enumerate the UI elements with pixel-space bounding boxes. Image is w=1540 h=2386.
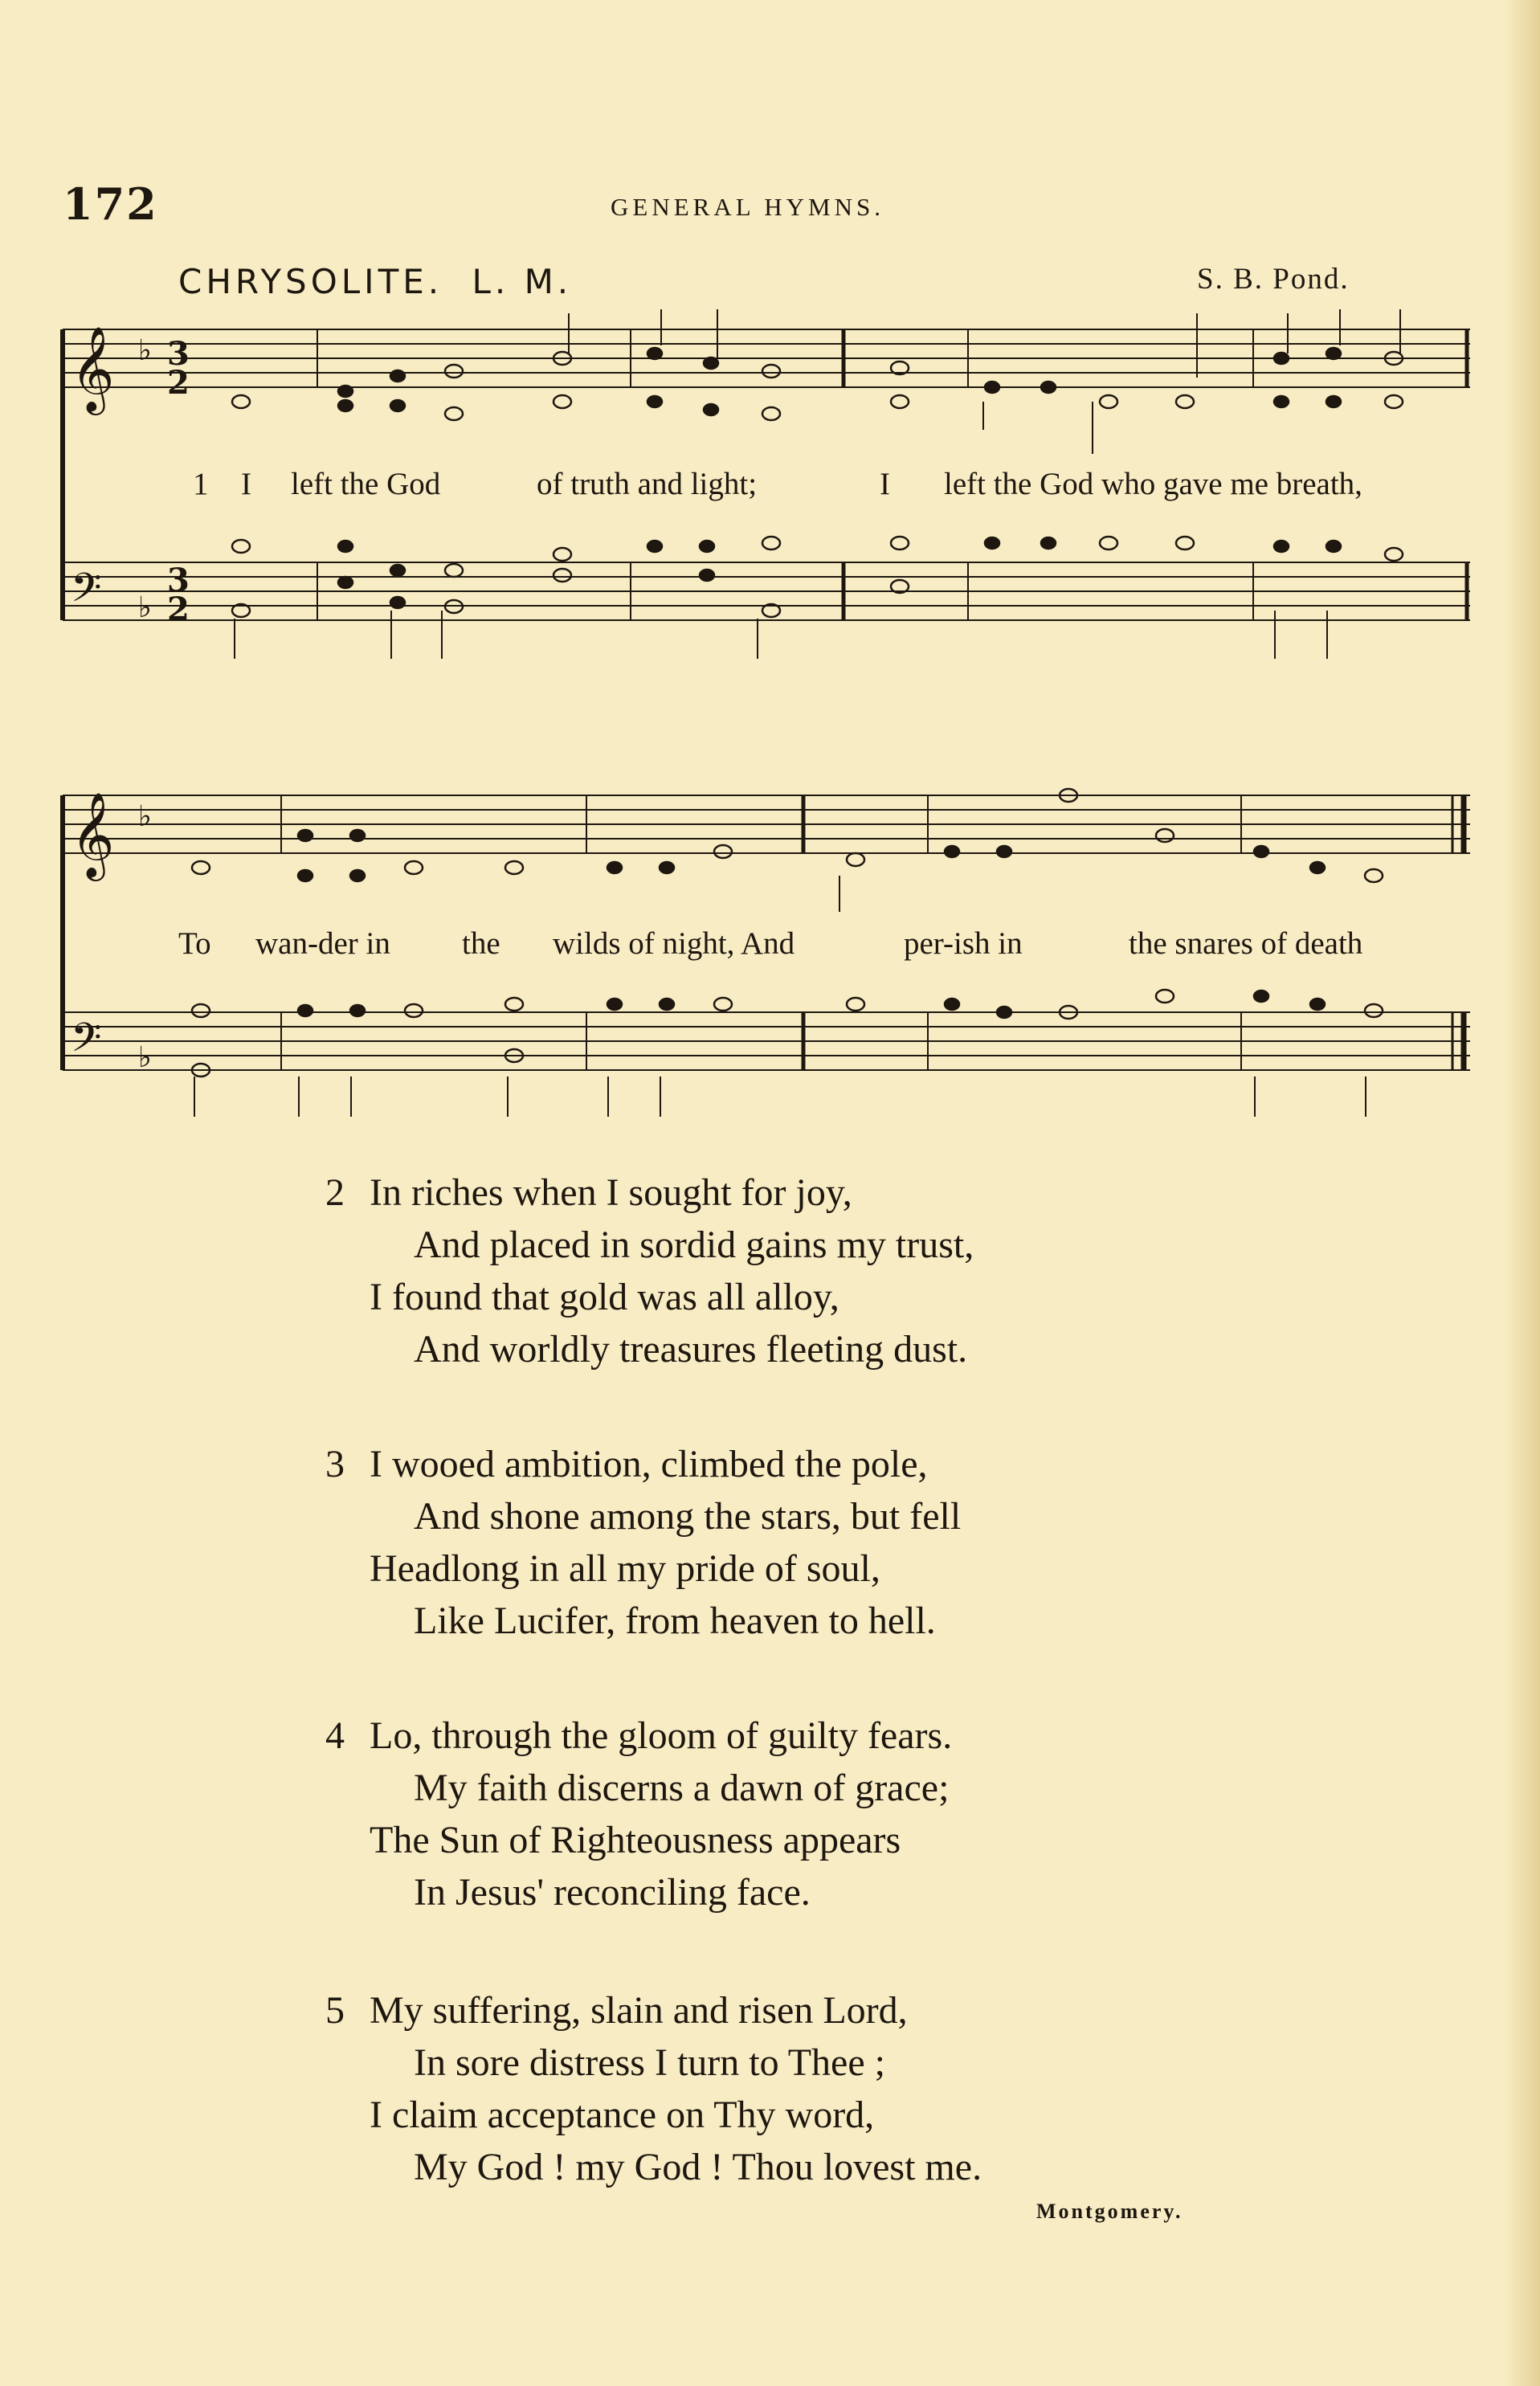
- system1-treble-staff: [63, 329, 1470, 387]
- lyric-syllable: left the God: [291, 467, 441, 501]
- running-head: GENERAL HYMNS.: [611, 193, 884, 221]
- bass-clef-icon: 𝄢: [71, 565, 102, 621]
- verse-line: [325, 2089, 982, 2141]
- lyric-syllable: wilds of night, And: [553, 926, 795, 961]
- verse-line: [325, 1166, 974, 1219]
- lyric-syllable: left the God who gave me breath,: [944, 467, 1362, 501]
- verse-line-text: Lo, through the gloom of guilty fears.: [370, 1714, 953, 1757]
- verse-line-text: And placed in sordid gains my trust,: [414, 1224, 974, 1266]
- verse-line-text: My God ! my God ! Thou lovest me.: [414, 2146, 982, 2188]
- flat-icon: ♭: [138, 1041, 152, 1074]
- verse-line: [325, 1814, 952, 1866]
- system1-bass-staff: [63, 562, 1470, 620]
- verse-line: [325, 1762, 952, 1814]
- lyric-syllable: wan-der in: [255, 926, 390, 961]
- verse-line: [325, 1866, 952, 1918]
- lyric-syllable: I: [241, 467, 251, 501]
- verse-line-text: My suffering, slain and risen Lord,: [370, 1989, 908, 2032]
- lyric-syllable: I: [880, 467, 890, 501]
- verse-number: 5: [325, 1989, 345, 2032]
- lyric-syllable: of truth and light;: [537, 467, 758, 501]
- verse-line: [325, 2141, 982, 2193]
- verse-line-text: In sore distress I turn to Thee ;: [414, 2041, 885, 2084]
- verse-line: [325, 1438, 961, 1490]
- verse-line: [325, 1490, 961, 1542]
- time-sig-bottom: 2: [167, 364, 190, 402]
- verse-line-text: And shone among the stars, but fell: [414, 1495, 962, 1538]
- verse-line-text: My faith discerns a dawn of grace;: [414, 1767, 950, 1809]
- verse-line-text: Like Lucifer, from heaven to hell.: [414, 1600, 936, 1642]
- verse-line: [325, 1595, 961, 1647]
- verse-line-text: I wooed ambition, climbed the pole,: [370, 1443, 928, 1485]
- lyric-syllable: the: [462, 926, 500, 961]
- verse-number: 3: [325, 1443, 345, 1485]
- verse-line: [325, 1219, 974, 1271]
- verse-line: [325, 2037, 982, 2089]
- flat-icon: ♭: [138, 800, 152, 833]
- flat-icon: ♭: [138, 334, 152, 367]
- treble-clef-icon: 𝄞: [71, 325, 115, 411]
- verse-line: [325, 1984, 982, 2037]
- verse-line-text: In riches when I sought for joy,: [370, 1171, 852, 1214]
- note-stems: [194, 309, 1400, 1117]
- verse-number: 2: [325, 1171, 345, 1214]
- lyric-syllable: per-ish in: [904, 926, 1023, 961]
- verse-3: [325, 1438, 961, 1647]
- verse-line: [325, 1710, 952, 1762]
- verse-line: [325, 1542, 961, 1595]
- verse-2: [325, 1166, 974, 1375]
- author-attribution: Montgomery.: [1036, 2200, 1183, 2223]
- composer: S. B. Pond.: [1197, 263, 1350, 296]
- verse-line-text: And worldly treasures fleeting dust.: [414, 1328, 968, 1371]
- verse-line-text: The Sun of Righteousness appears: [370, 1819, 901, 1861]
- treble-clef-icon: 𝄞: [71, 791, 115, 877]
- tune-meter: L. M.: [472, 262, 573, 301]
- tune-name: CHRYSOLITE.: [178, 262, 443, 301]
- verse-line-text: I found that gold was all alloy,: [370, 1276, 839, 1318]
- bass-clef-icon: 𝄢: [71, 1015, 102, 1071]
- time-sig-top: 3: [167, 335, 190, 373]
- time-sig-bottom: 2: [167, 590, 190, 628]
- verse-line: [325, 1323, 974, 1375]
- time-sig-top: 3: [167, 562, 190, 599]
- verse-number: 4: [325, 1714, 345, 1757]
- verse-line-text: In Jesus' reconciling face.: [414, 1871, 811, 1914]
- verse-line: [325, 1271, 974, 1323]
- verse-line-text: I claim acceptance on Thy word,: [370, 2094, 875, 2136]
- note-heads: [192, 348, 1403, 1077]
- system2-treble-staff: [63, 795, 1470, 853]
- page-number: 172: [63, 178, 158, 230]
- verse-4: [325, 1710, 952, 1918]
- verse-line-text: Headlong in all my pride of soul,: [370, 1547, 880, 1590]
- flat-icon: ♭: [138, 591, 152, 624]
- lyric-syllable: To: [178, 926, 211, 961]
- verse-5: [325, 1984, 982, 2193]
- lyric-verse-number: 1: [193, 467, 209, 501]
- system2-bass-staff: [63, 1012, 1470, 1070]
- lyric-syllable: the snares of death: [1129, 926, 1363, 961]
